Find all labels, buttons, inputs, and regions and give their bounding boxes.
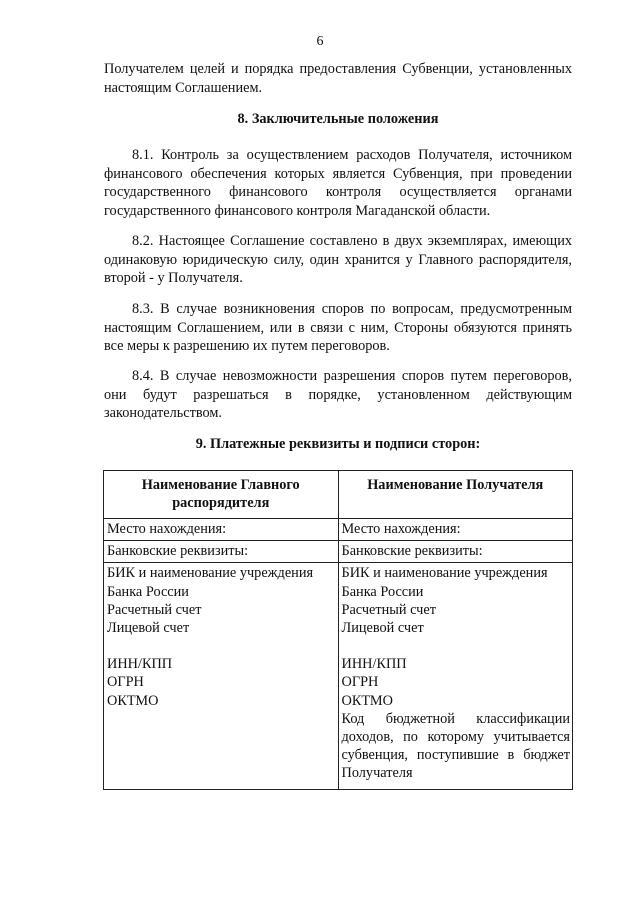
bik-line-1: БИК и наименование учреждения <box>341 565 548 582</box>
location-left: Место нахождения: <box>104 519 339 541</box>
left-header-cell: Наименование Главного распорядителя <box>104 471 339 519</box>
ogrn-line: ОГРН <box>341 674 379 691</box>
details-row <box>104 563 573 789</box>
account-line: Расчетный счет <box>107 601 202 618</box>
oktmo-line: ОКТМО <box>107 692 159 709</box>
bank-right: Банковские реквизиты: <box>338 541 573 563</box>
table-header-row <box>104 471 573 519</box>
spacer <box>342 637 571 655</box>
paragraph-8-3: 8.3. В случае возникновения споров по вопросам, предусмотренным настоящим Соглашением, или в связи с ним, Стороны обязуются принять все меры к разрешению их путем переговоров. <box>104 301 572 355</box>
intro-paragraph: Получателем целей и порядка предоставления Субвенции, установленных настоящим Соглашением. <box>104 61 572 96</box>
inn-kpp-line: ИНН/КПП <box>107 656 173 673</box>
bik-line-2: Банка России <box>107 583 189 600</box>
ogrn-line: ОГРН <box>107 674 144 691</box>
budget-code-note: Код бюджетной классификации доходов, по которому учитывается субвенция, поступившие в бюджет Получателя <box>341 710 570 782</box>
location-row <box>104 519 573 541</box>
personal-account-line: Лицевой счет <box>107 620 190 637</box>
inn-kpp-line: ИНН/КПП <box>341 656 407 673</box>
paragraph-8-1: 8.1. Контроль за осуществлением расходов Получателя, источником финансового обеспечения которых является Субвенция, при проведении государственного финансового контроля осуществляется органами государственного финансового контроля Магаданской области. <box>104 147 572 219</box>
account-line: Расчетный счет <box>341 601 436 618</box>
spacer <box>107 637 336 655</box>
oktmo-line: ОКТМО <box>341 692 393 709</box>
bank-row <box>104 541 573 563</box>
details-right <box>338 563 573 789</box>
bank-left: Банковские реквизиты: <box>104 541 339 563</box>
section-8-title: 8. Заключительные положения <box>237 111 439 127</box>
paragraph-8-4: 8.4. В случае невозможности разрешения споров путем переговоров, они будут разрешаться в порядке, установленном действующим законодательством. <box>104 368 572 422</box>
location-right: Место нахождения: <box>338 519 573 541</box>
page-number: 6 <box>316 34 324 49</box>
section-9-title: 9. Платежные реквизиты и подписи сторон: <box>195 436 481 452</box>
bik-line-2: Банка России <box>341 583 424 600</box>
personal-account-line: Лицевой счет <box>341 620 424 637</box>
right-header-cell: Наименование Получателя <box>338 471 573 519</box>
bik-line-1: БИК и наименование учреждения <box>107 565 314 582</box>
requisites-table <box>103 470 573 790</box>
details-left <box>104 563 339 789</box>
paragraph-8-2: 8.2. Настоящее Соглашение составлено в двух экземплярах, имеющих одинаковую юридическую силу, один хранится у Главного распорядителя, второй - у Получателя. <box>104 233 572 287</box>
